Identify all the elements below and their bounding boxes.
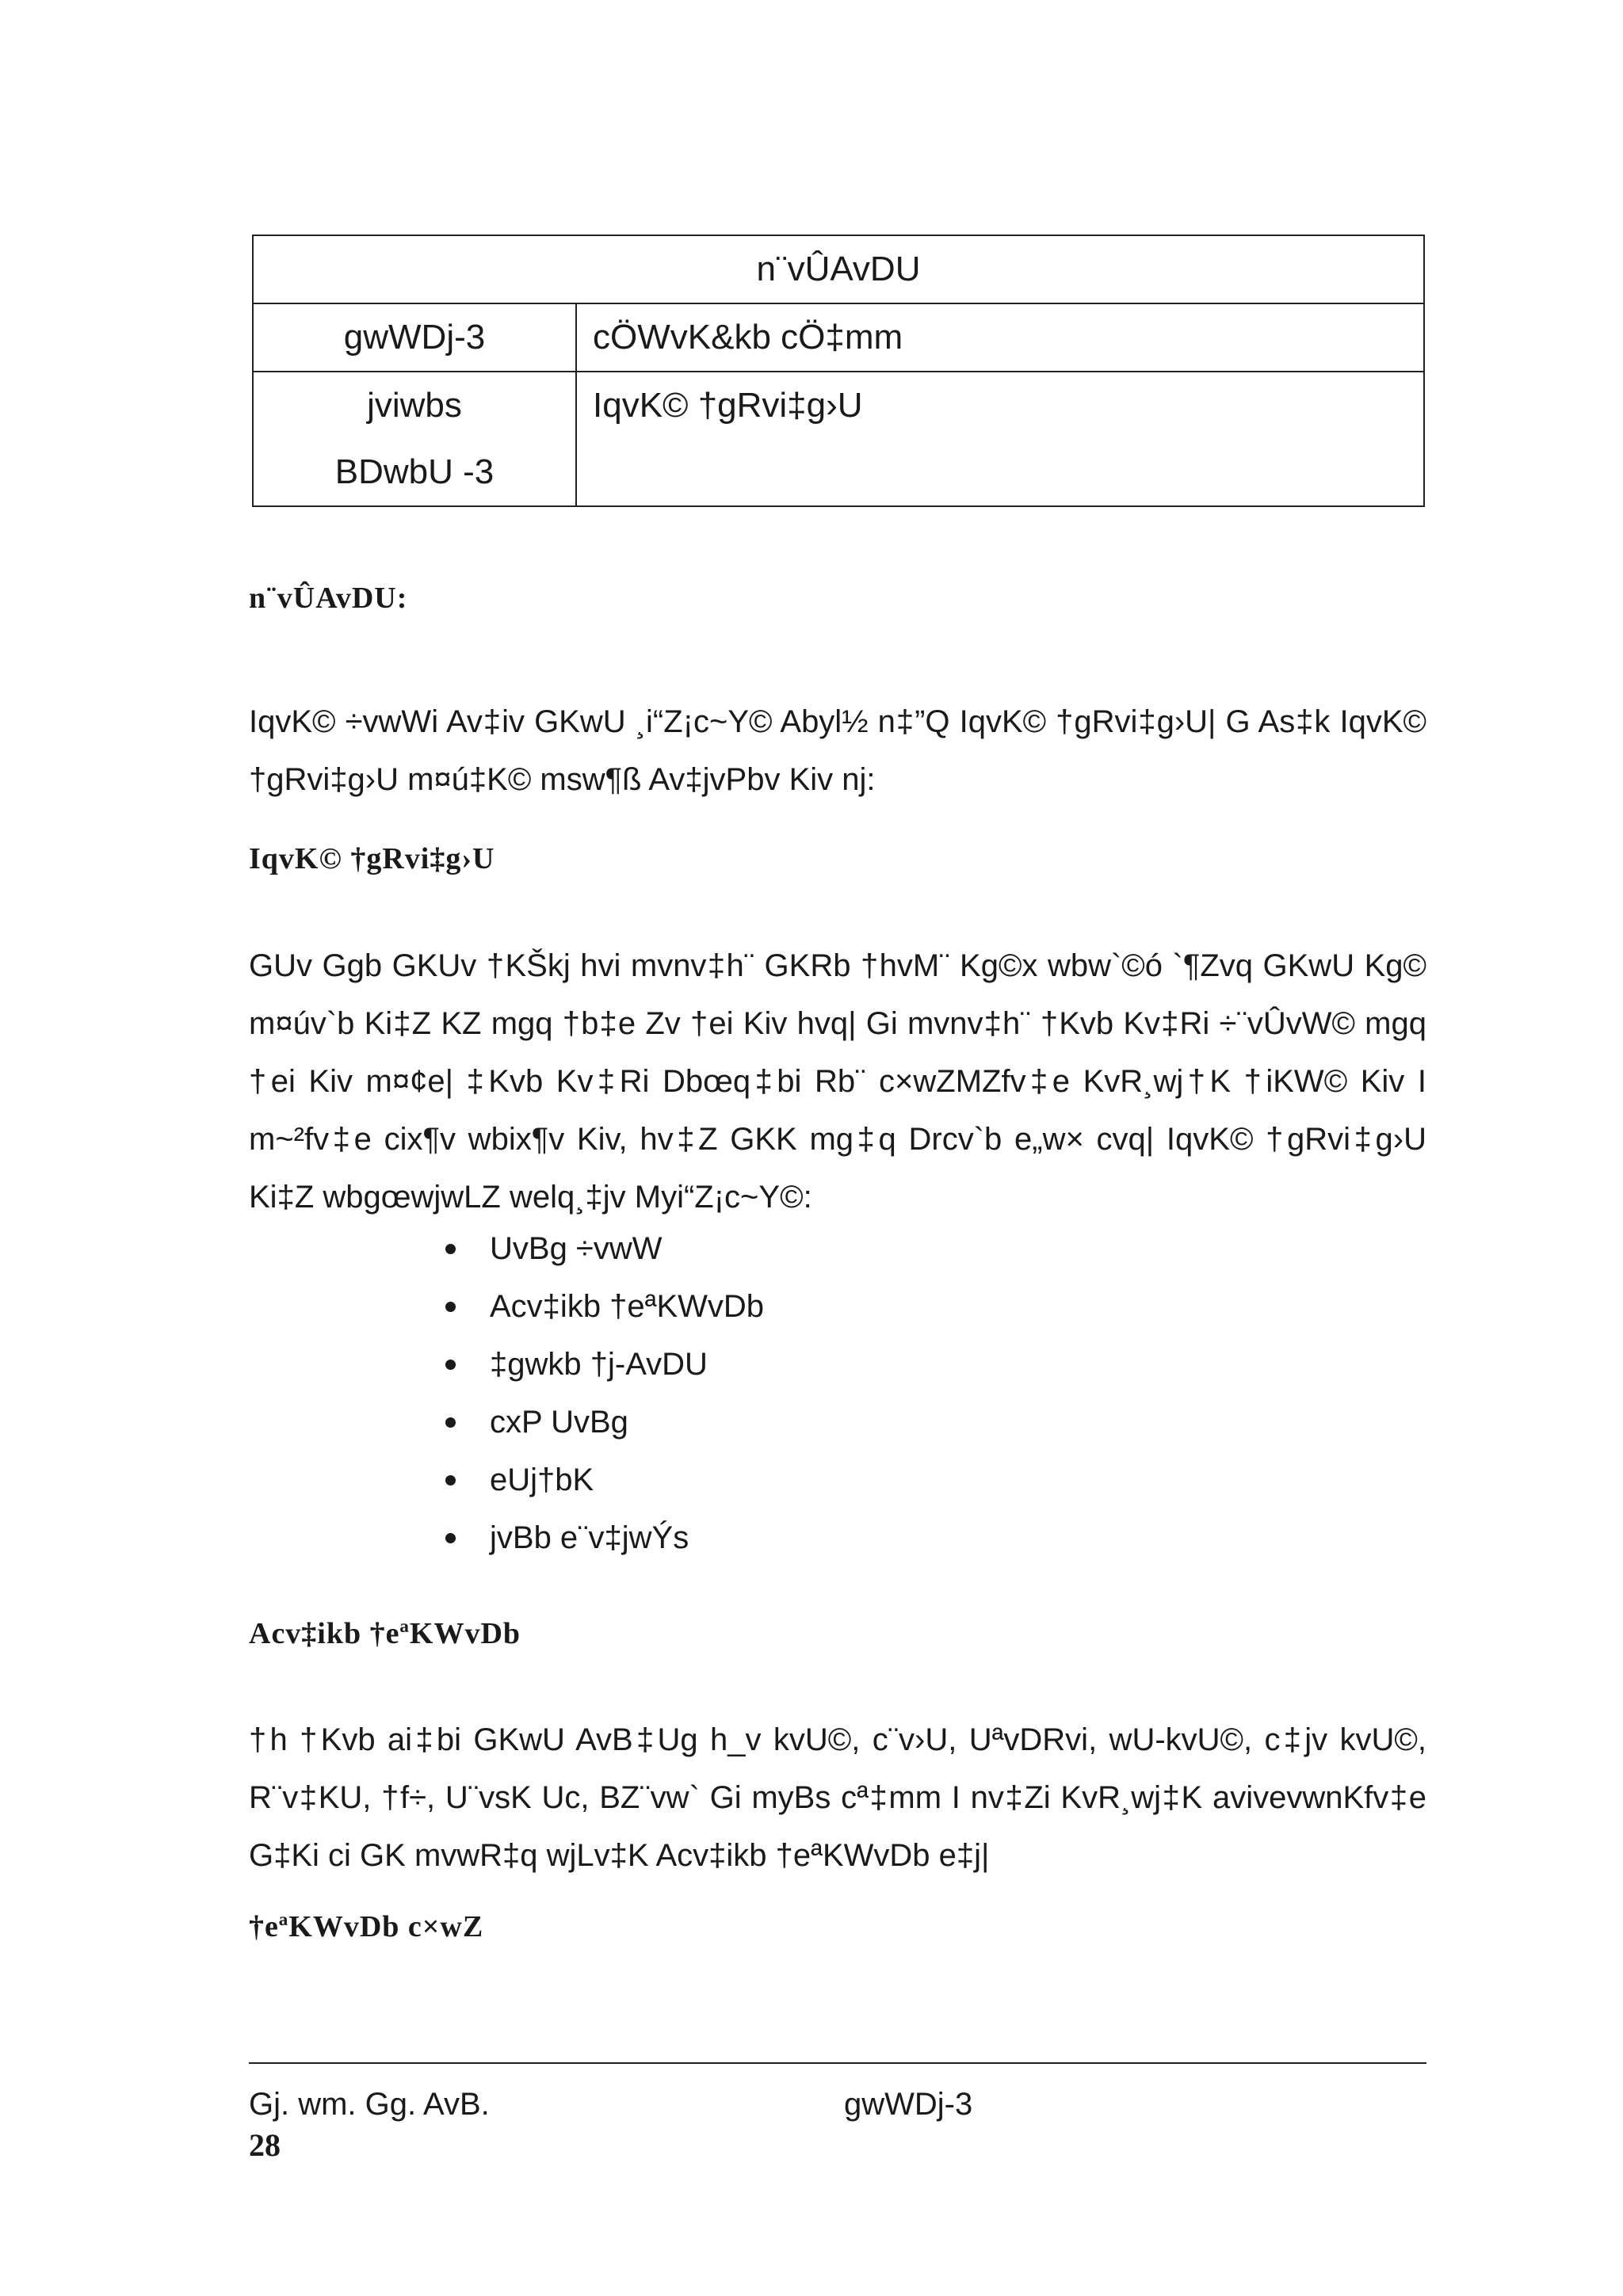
section-heading-handout: n¨vÛAvDU:: [249, 582, 408, 615]
unit-value: IqvK© †gRvi‡g›U: [576, 372, 1424, 506]
bullet-icon: [445, 1475, 456, 1486]
bullet-icon: [445, 1360, 456, 1370]
page-number: 28: [249, 2127, 281, 2163]
list-item: [442, 1278, 764, 1336]
operation-breakdown-paragraph: †h †Kvb ai‡bi GKwU AvB‡Ug h_v kvU©, c¨v›U, UªvDRvi, wU-kvU©, c‡jv kvU©, R¨v‡KU, †f÷, U¨vsK Uc, BZ¨vw` Gi myBs cª‡mm I nv‡Zi KvR¸wj‡K avivevwnKfv‡e G‡Ki ci GK mvwR‡q wjLv‡K Acv‡ikb †eªKWvDb e‡j|: [249, 1722, 1426, 1873]
unit-label-line1: jviwbs: [367, 386, 462, 425]
list-item-text: eUj†bK: [490, 1463, 594, 1497]
bullet-icon: [445, 1302, 456, 1312]
unit-label-line2: BDwbU -3: [334, 452, 495, 491]
footer-left-text: Gj. wm. Gg. AvB.: [249, 2087, 490, 2122]
footer-divider: [249, 2062, 1426, 2064]
list-item-text: cxP UvBg: [490, 1405, 628, 1440]
section-heading-operation-breakdown: Acv‡ikb †eªKWvDb: [249, 1617, 521, 1650]
list-item: [442, 1220, 764, 1278]
bullet-icon: [445, 1533, 456, 1543]
list-item-text: Acv‡ikb †eªKWvDb: [490, 1289, 765, 1324]
bullet-icon: [445, 1244, 456, 1254]
module-value: cÖWvK&kb cÖ‡mm: [576, 303, 1424, 372]
footer-center-text: gwWDj-3: [844, 2087, 973, 2122]
work-measurement-list: [442, 1220, 764, 1567]
list-item-text: ‡gwkb †j-AvDU: [490, 1347, 708, 1382]
list-item: [442, 1509, 764, 1567]
bullet-icon: [445, 1417, 456, 1428]
module-label: gwWDj-3: [253, 303, 576, 372]
list-item: [442, 1451, 764, 1509]
section-heading-breakdown-method: †eªKWvDb c×wZ: [249, 1910, 484, 1943]
intro-paragraph: IqvK© ÷vwWi Av‡iv GKwU ¸i“Z¡c~Y© Abyl½ n‡”Q IqvK© †gRvi‡g›U| G As‡k IqvK© †gRvi‡g›U m¤ú‡K© msw¶ß Av‡jvPbv Kiv nj:: [249, 704, 1426, 797]
section-heading-work-measurement: IqvK© †gRvi‡g›U: [249, 842, 495, 875]
header-table: [252, 235, 1425, 507]
table-title: n¨vÛAvDU: [253, 235, 1424, 303]
work-measurement-paragraph: GUv Ggb GKUv †KŠkj hvi mvnv‡h¨ GKRb †hvM¨ Kg©x wbw`©ó `¶Zvq GKwU Kg© m¤úv`b Ki‡Z KZ mgq †b‡e Zv †ei Kiv hvq| Gi mvnv‡h¨ †Kvb Kv‡Ri ÷¨vÛvW© mgq †ei Kiv m¤¢e| ‡Kvb Kv‡Ri Dbœq‡bi Rb¨ c×wZMZfv‡e KvR¸wj†K †iKW© Kiv I m~²fv‡e cix¶v wbix¶v Kiv, hv‡Z GKK mg‡q Drcv`b e„w× cvq| IqvK© †gRvi‡g›U Ki‡Z wbgœwjwLZ welq¸‡jv Myi“Z¡c~Y©:: [249, 948, 1426, 1215]
list-item-text: jvBb e¨v‡jwÝs: [490, 1520, 689, 1555]
list-item: [442, 1336, 764, 1394]
list-item: [442, 1394, 764, 1451]
unit-label: [253, 372, 576, 506]
list-item-text: UvBg ÷vwW: [490, 1231, 663, 1266]
